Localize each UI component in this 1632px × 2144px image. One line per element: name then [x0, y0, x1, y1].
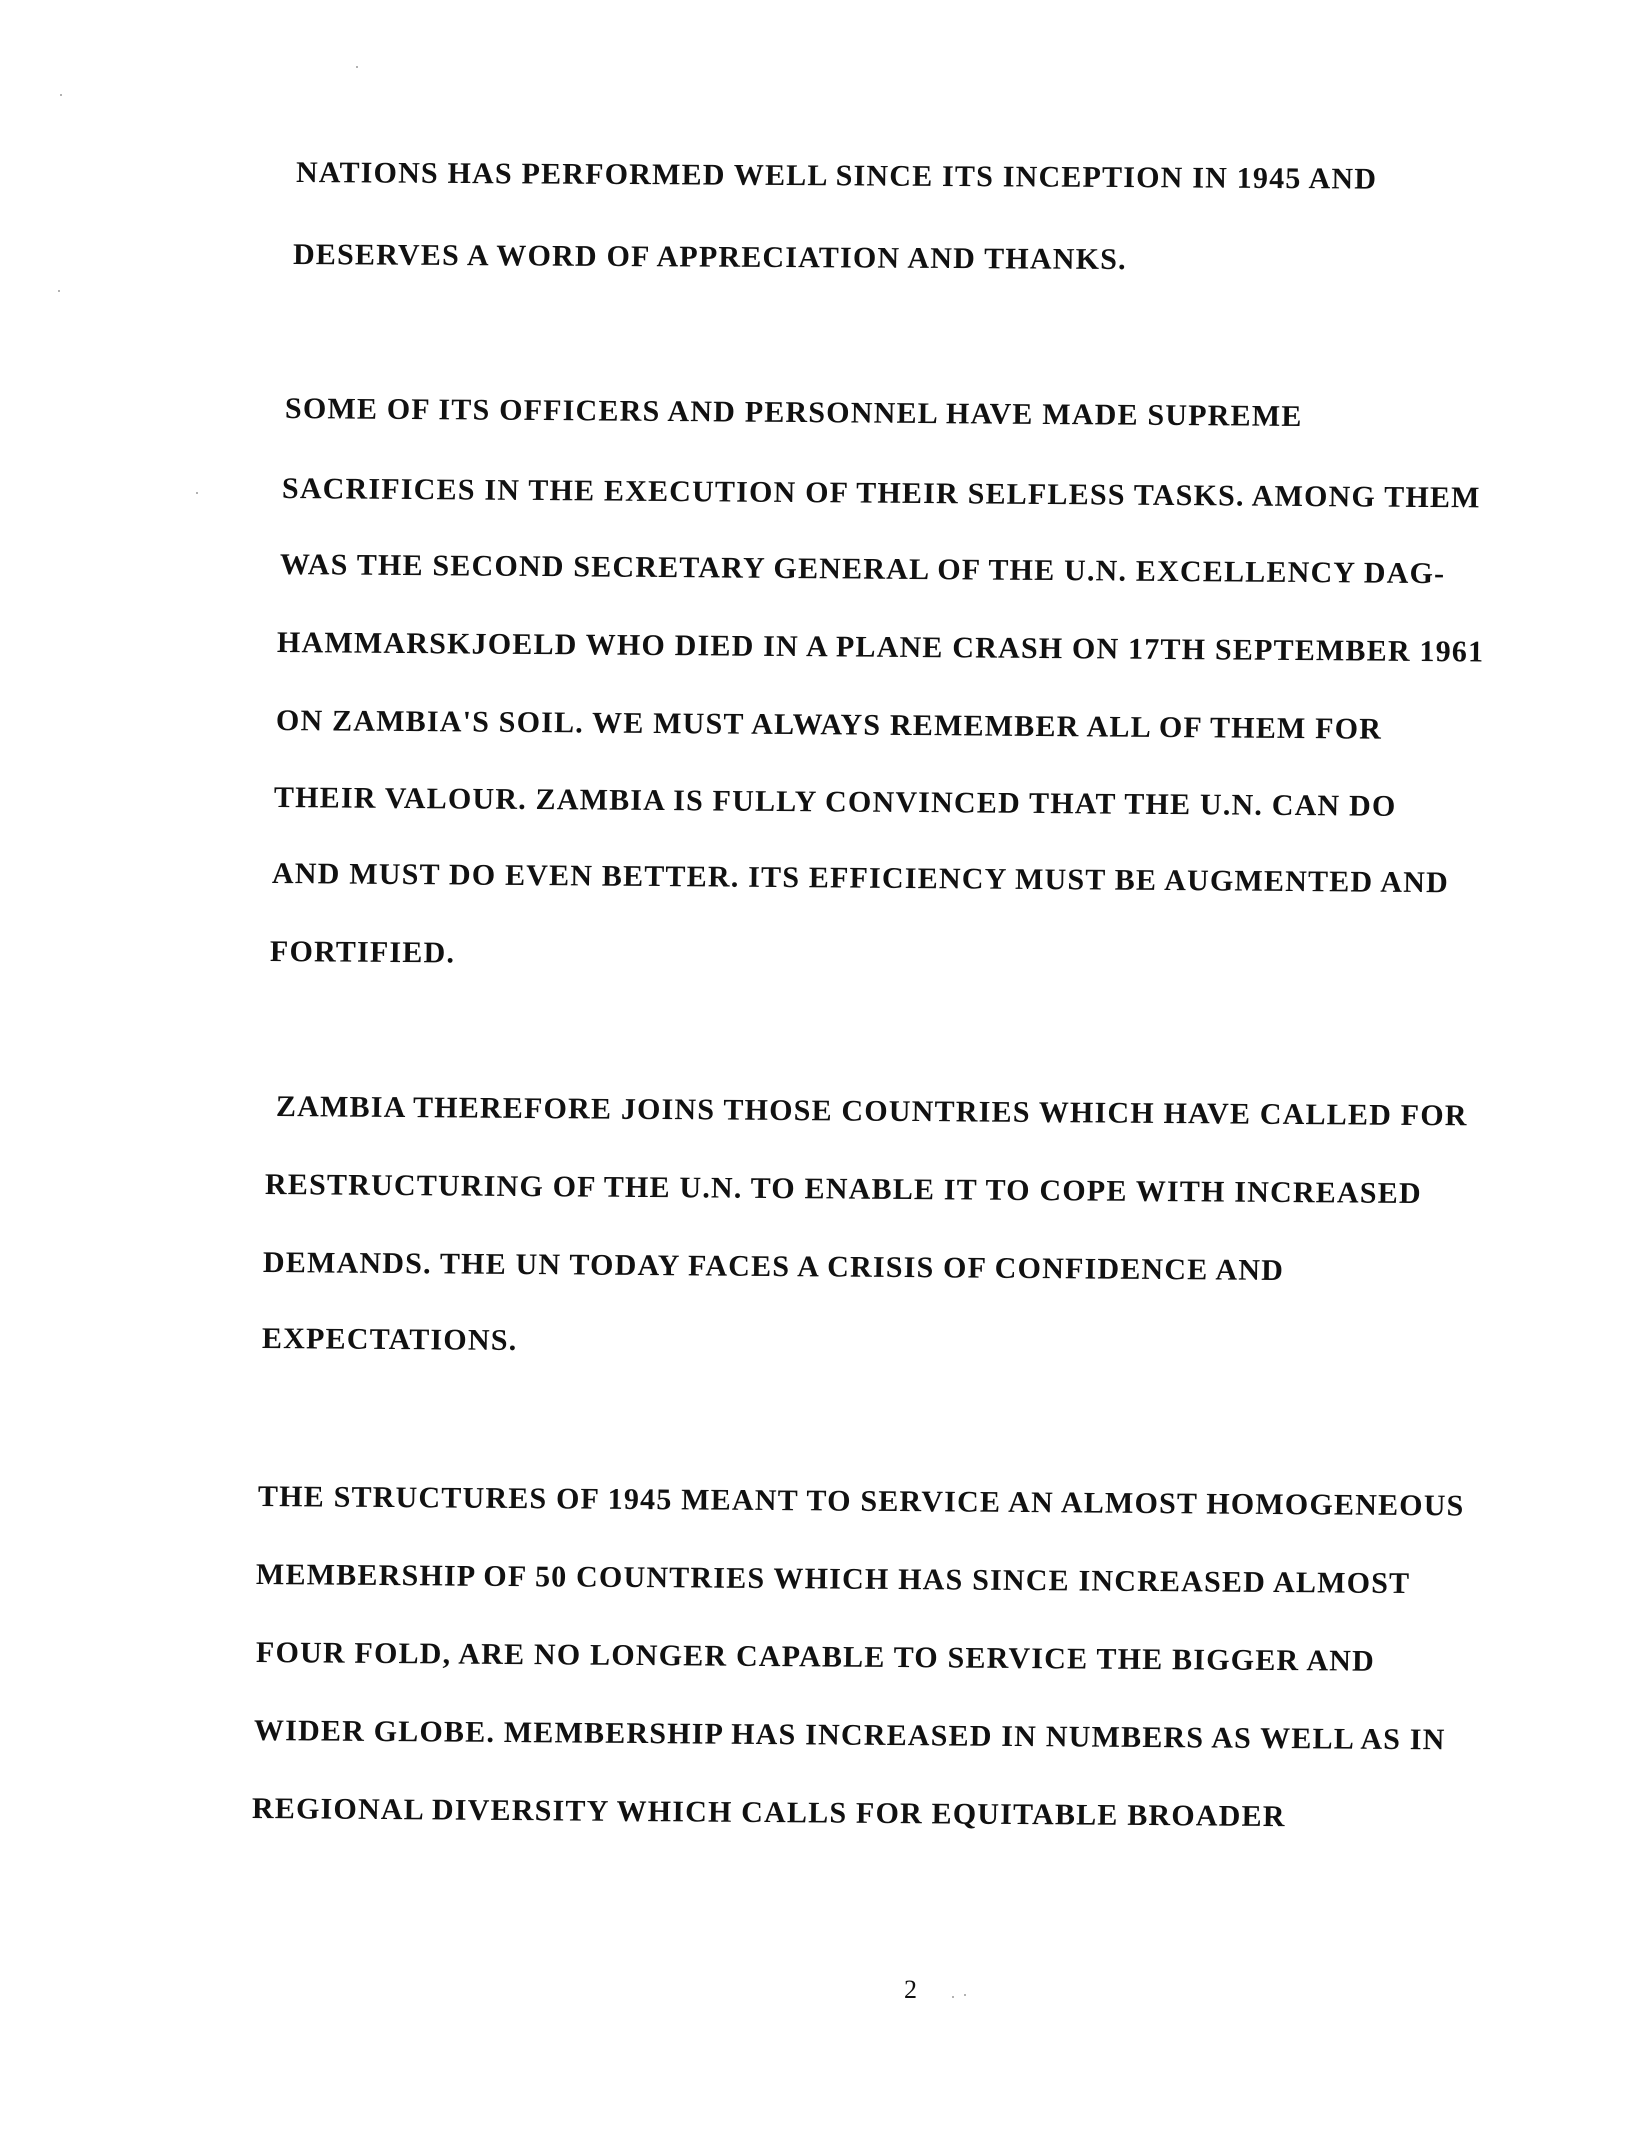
text-line: THEIR VALOUR. ZAMBIA IS FULLY CONVINCED THAT THE U.N. CAN DO	[273, 781, 1397, 823]
text-line: HAMMARSKJOELD WHO DIED IN A PLANE CRASH ON 17TH SEPTEMBER 1961	[276, 626, 1485, 669]
scan-speck	[60, 94, 62, 96]
text-line: WAS THE SECOND SECRETARY GENERAL OF THE U.N. EXCELLENCY DAG-	[279, 548, 1446, 591]
text-line: DEMANDS. THE UN TODAY FACES A CRISIS OF CONFIDENCE AND	[262, 1246, 1285, 1288]
scan-speck	[952, 1996, 954, 1998]
text-line: THE STRUCTURES OF 1945 MEANT TO SERVICE AN ALMOST HOMOGENEOUS	[257, 1480, 1465, 1523]
text-line: SOME OF ITS OFFICERS AND PERSONNEL HAVE MADE SUPREME	[284, 392, 1303, 433]
text-line: WIDER GLOBE. MEMBERSHIP HAS INCREASED IN NUMBERS AS WELL AS IN	[253, 1714, 1446, 1757]
text-line: RESTRUCTURING OF THE U.N. TO ENABLE IT TO COPE WITH INCREASED	[264, 1168, 1422, 1211]
text-line: MEMBERSHIP OF 50 COUNTRIES WHICH HAS SINCE INCREASED ALMOST	[255, 1558, 1411, 1601]
text-line: ZAMBIA THEREFORE JOINS THOSE COUNTRIES WHICH HAVE CALLED FOR	[275, 1090, 1468, 1133]
text-line: FORTIFIED.	[269, 935, 456, 970]
scan-speck	[964, 1994, 966, 1996]
scan-speck	[356, 66, 358, 68]
text-line: ON ZAMBIA'S SOIL. WE MUST ALWAYS REMEMBER ALL OF THEM FOR	[275, 704, 1383, 746]
text-line: REGIONAL DIVERSITY WHICH CALLS FOR EQUITABLE BROADER	[251, 1792, 1286, 1834]
page-number: 2	[904, 1975, 917, 2004]
text-line: SACRIFICES IN THE EXECUTION OF THEIR SELFLESS TASKS. AMONG THEM	[281, 472, 1481, 515]
text-line: AND MUST DO EVEN BETTER. ITS EFFICIENCY MUST BE AUGMENTED AND	[271, 857, 1450, 900]
text-line: DESERVES A WORD OF APPRECIATION AND THANKS.	[292, 238, 1127, 277]
scan-speck	[196, 492, 198, 494]
text-line: FOUR FOLD, ARE NO LONGER CAPABLE TO SERVICE THE BIGGER AND	[255, 1636, 1376, 1678]
text-line: NATIONS HAS PERFORMED WELL SINCE ITS INCEPTION IN 1945 AND	[295, 156, 1378, 196]
scan-speck	[58, 290, 60, 292]
text-line: EXPECTATIONS.	[261, 1322, 518, 1358]
